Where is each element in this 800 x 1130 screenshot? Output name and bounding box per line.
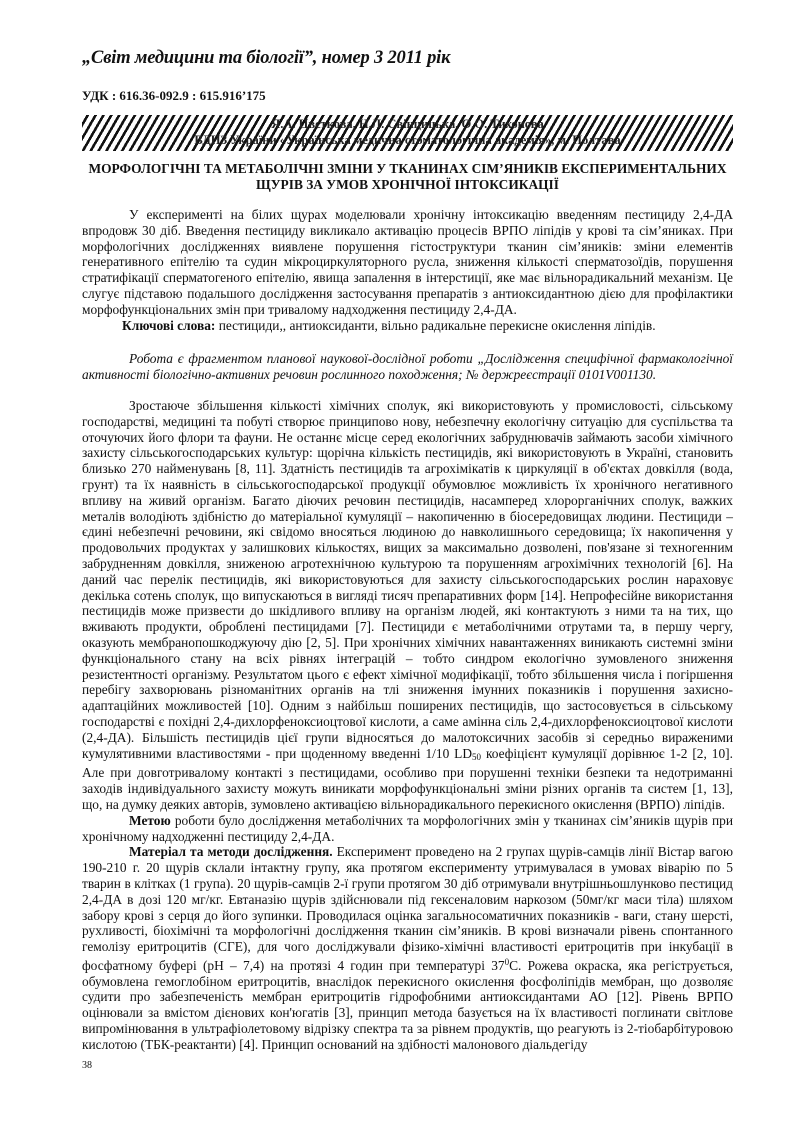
- abstract-text: У експерименті на білих щурах моделювали хронічну інтоксикацію введенням пестициду 2,4-ДА впродовж 30 діб. Введення пестициду викликало активацію процесів ВРПО ліпідів у крові та сім’яниках. При морфологічних дослідженнях виявлене порушення гістоструктури тканин сім’яників: зміни елементів генеративного епітелію та судин мікроциркуляторного русла, зниження кількості сперматозоїдів, порушення стратифікації сперматогеного епітелію, явища запалення в інтерстиції, яке має вільнорадикальний механізм. Це слугує підставою подальшого дослідження застосування препаратів з антиоксидантною дією для профілактики морфофункціональних змін при тривалому надходження пестициду 2,4-ДА.: [82, 207, 733, 317]
- degree-superscript: 0: [504, 956, 510, 967]
- introduction-paragraph: [82, 398, 733, 813]
- page-number: 38: [82, 1060, 92, 1071]
- funding-note: Робота є фрагментом планової наукової-дослідної роботи „Дослідження специфічної фармакологічної активності біологічно-активних речовин рослинного походження; № держреєстрації 0101V001130.: [82, 351, 733, 382]
- aim-text: роботи було дослідження метаболічних та морфологічних змін у тканинах сім’яників щурів при хронічному надходженні пестициду 2,4-ДА.: [82, 812, 733, 844]
- title-line-2: ЩУРІВ ЗА УМОВ ХРОНІЧНОЇ ІНТОКСИКАЦІЇ: [256, 177, 559, 192]
- keywords-list: пестициди,, антиоксиданти, вільно радикальне перекисне окислення ліпідів.: [215, 317, 656, 333]
- ld-subscript: 50: [472, 751, 482, 762]
- udk-code: УДК : 616.36-092.9 : 615.916’175: [82, 88, 266, 103]
- journal-header: „Світ медицини та біології”, номер 3 2011 рік: [82, 48, 451, 68]
- authors: Я.А. Цвєткова, Н.Л. Свінцицька, О.О. Тихонова: [271, 117, 544, 131]
- abstract: [82, 207, 733, 333]
- title-line-1: МОРФОЛОГІЧНІ ТА МЕТАБОЛІЧНІ ЗМІНИ У ТКАНИНАХ СІМ’ЯНИКІВ ЕКСПЕРИМЕНТАЛЬНИХ: [88, 161, 727, 176]
- aim-label: Метою: [129, 812, 171, 828]
- article-title: [82, 161, 733, 193]
- keywords-label: Ключові слова:: [122, 317, 216, 333]
- affiliation: ВДНЗ України «Українська медична стоматологічна академія», м. Полтава: [194, 133, 621, 147]
- authors-band: [82, 115, 733, 151]
- methods-text: Експеримент проведено на 2 групах щурів-самців лінії Вістар вагою 190-210 г. 20 щурів склали інтактну групу, яка протягом експерименту утримувалася в умовах віварію по 5 тварин в клітках (1 група). 20 щурів-самців 2-ї групи протягом 30 діб отримували внутрішньошлунково пестицид 2,4-ДА в дозі 120 мг/кг. Евтаназію щурів здійснювали під гексеналовим наркозом (50мг/кг маси тіла) шляхом забору крові з серця до його зупинки. Проводилася оцінка загальносоматичних показників - ваги, стану шерсті, рухливості, біохімічні та морфологічні дослідження тканин сім’яників. В крові визначали рівень спонтанного гемолізу еритроцитів (СГЕ), для чого досліджували фізико-хімічні властивості еритроцитів при інкубації в фосфатному буфері (рН – 7,4) на протязі 4 годин при температурі 37: [82, 844, 733, 973]
- intro-text-tail: коефіцієнт кумуляції дорівнює 1-2 [2, 10]. Але при довготривалому контакті з пестицидами, особливо при порушенні техніки безпеки та недотриманні заходів індивідуального захисту можуть виникати морфофункціональні зміни різних органів та систем [1, 13], що, на думку деяких авторів, зумовлено активацією вільнорадикального перекисного окислення (ВРПО) ліпідів.: [82, 745, 733, 812]
- intro-text: Зростаюче збільшення кількості хімічних сполук, які використовують у промисловості, сільському господарстві, медицині та побуті створює принципово нову, небезпечну екологічну ситуацію для суспільства та оточуючих його флори та фауни. Не останнє місце серед екологічних забруднювачів займають засоби хімічного захисту сільськогосподарських культур: щорічна кількість пестицидів, які використовують в Україні, становить близько 270 найменувань [8, 11]. Здатність пестицидів та агрохімікатів к циркуляції в об'єктах довкілля (вода, грунт) та їх наявність в сільськогосподарської продукції обумовлює можливість їх хронічного негативного впливу на живий організм. Багато діючих речовин пестицидів, насамперед хлорорганічних сполук, важких металів володіють здібністю до матеріальної кумуляції – накопиченню в біосередовищах людини. Пестициди – єдині небезпечні речовини, які свідомо вносяться людиною до навколишнього середовища; їх накопичення у продовольчих продуктах у залишкових кількостях, вищих за максимально дозволені, пов'язане зі техногенним забрудненням довкілля, зниженою агротехнічною культурою та порушенням агрохімічних технологій [6]. На даний час перелік пестицидів, які використовуються для захисту сільськогосподарських рослин нараховує декілька сотень сполук, що випускаються в вигляді тисяч препаративних форм [14]. Непрофесійне використання пестицидів може призвести до шкідливого впливу на організм людей, які контактують з ними та на тих, що вживають продукти, оброблені пестицидами [7]. Пестициди є метаболічними отрутами та, в першу чергу, оказують мембранопошкоджуючу дію [2, 5]. При хронічних хімічних навантаженнях виникають системні зміни функціонального стану на всіх рівнях інтеграцій – тобто синдром екологічно зумовленого зниження резистентності організму. Результатом цього є ефект хімічної модифікації, тобто збільшення числа і погіршення перебігу захворювань різноманітних органів на тлі зниження імунних показників і порушення захисно-адаптаційних можливостей [10]. Одним з найбільш поширених пестицидів, що застосовується в сільському господарстві є похідні 2,4-дихлорфеноксиоцтової кислоти, а саме амінна сіль 2,4-дихлорфеноксиоцтової кислоти (2,4-ДА). Більшість пестицидів цієї групи відносяться до малотоксичних засобів зі середньо вираженими кумулятивними властивостями - при щоденному введенні 1/10 LD: [82, 398, 733, 761]
- aim-paragraph: [82, 813, 733, 845]
- keywords: [82, 318, 733, 334]
- article-body: [82, 398, 733, 1053]
- methods-paragraph: [82, 844, 733, 1052]
- methods-text-tail: С. Рожева окраска, яка регіструється, обумовлена гемоглобіном еритроцитів, внаслідок перекисного окислення фосфоліпідів мембран, що дозволяє судити про забезпеченість мембран еритроцитів гідрофобними антиоксидантами АО [12]. Рівень ВРПО оцінювали за вмістом дієнових кон'югатів [3], принцип метода базується на їх властивості поглинати світлове випромінювання в ультрафіолетовому відрізку спектра та за рівнем продуктів, що реагують із 2-тіобарбітуровою кислотою (ТБК-реактанти) [4]. Принцип оснований на здібності малонового діальдегіду: [82, 957, 733, 1052]
- methods-label: Матеріал та методи дослідження.: [129, 844, 333, 860]
